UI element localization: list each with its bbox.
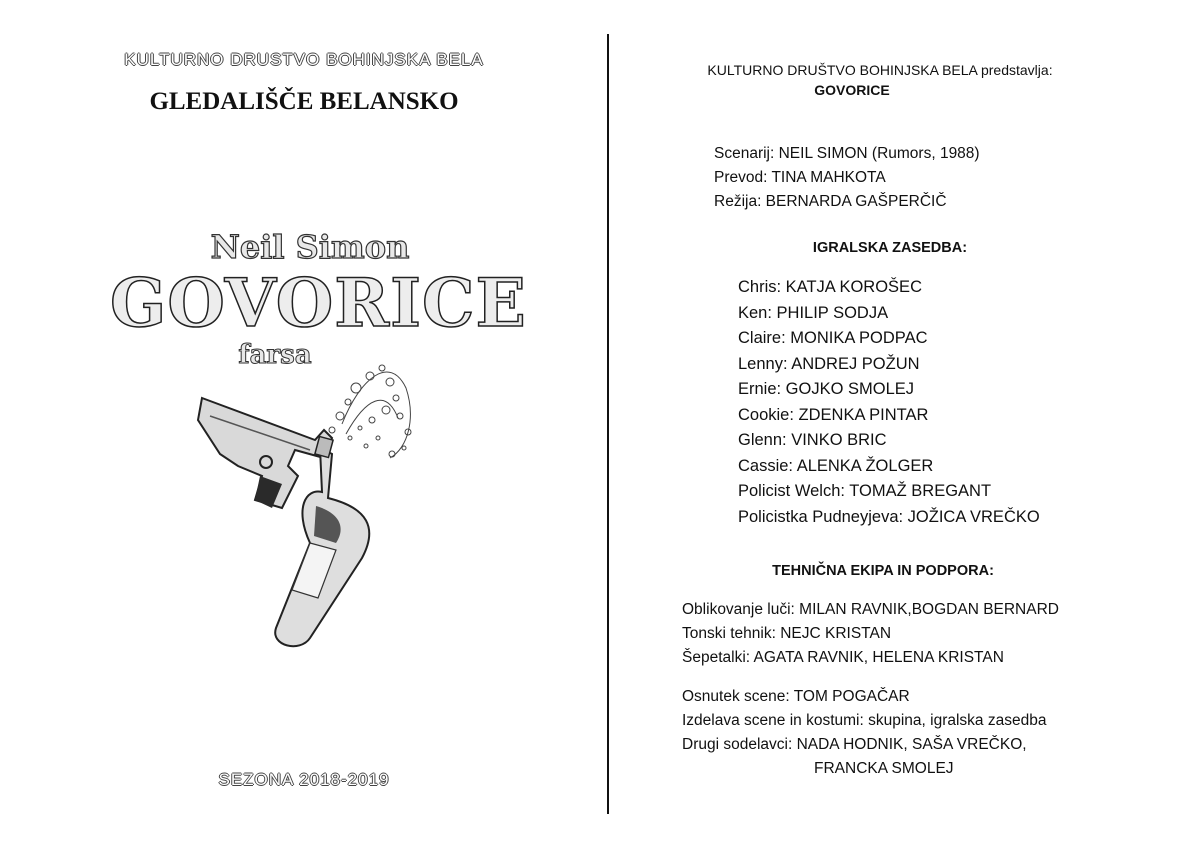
crew-item: Oblikovanje luči: MILAN RAVNIK,BOGDAN BERNARD: [682, 601, 1059, 618]
credit-item: Prevod: TINA MAHKOTA: [714, 169, 886, 186]
program-header: [610, 60, 1150, 100]
cast-item: Chris: KATJA KOROŠEC: [738, 278, 922, 296]
crew-item-continuation: FRANCKA SMOLEJ: [814, 760, 954, 777]
credit-item: Režija: BERNARDA GAŠPERČIČ: [714, 193, 947, 210]
program-title: GOVORICE: [814, 82, 890, 98]
crew-heading: TEHNIČNA EKIPA IN PODPORA:: [772, 563, 994, 579]
presenter-line: KULTURNO DRUŠTVO BOHINJSKA BELA predstavlja:: [707, 62, 1053, 78]
crew-list: [682, 598, 1059, 670]
crew-list-secondary: [682, 685, 1046, 781]
champagne-spray: [329, 365, 411, 458]
pistol-icon: [198, 398, 332, 508]
cast-item: Ernie: GOJKO SMOLEJ: [738, 380, 915, 398]
cast-item: Glenn: VINKO BRIC: [738, 431, 887, 449]
cast-item: Policist Welch: TOMAŽ BREGANT: [738, 482, 992, 500]
poster-artwork: [110, 228, 527, 648]
cast-item: Policistka Pudneyjeva: JOŽICA VREČKO: [738, 507, 1040, 526]
cast-item: Lenny: ANDREJ POŽUN: [738, 354, 920, 373]
credits-list: [714, 142, 980, 214]
credit-item: Scenarij: NEIL SIMON (Rumors, 1988): [714, 145, 980, 162]
crew-item: Drugi sodelavci: NADA HODNIK, SAŠA VREČKO,: [682, 736, 1027, 753]
season-label: SEZONA 2018-2019: [218, 770, 390, 789]
right-page: [610, 0, 1200, 848]
cast-item: Cassie: ALENKA ŽOLGER: [738, 456, 934, 475]
crew-item: Osnutek scene: TOM POGAČAR: [682, 688, 910, 705]
cast-list: [738, 275, 1040, 530]
society-name: KULTURNO DRUSTVO BOHINJSKA BELA: [124, 50, 484, 69]
poster-genre: farsa: [238, 340, 312, 370]
page-divider: [607, 34, 609, 814]
crew-item: Izdelava scene in kostumi: skupina, igralska zasedba: [682, 712, 1047, 729]
crew-item: Šepetalki: AGATA RAVNIK, HELENA KRISTAN: [682, 649, 1004, 666]
cast-heading: IGRALSKA ZASEDBA:: [812, 240, 968, 256]
poster-title: GOVORICE: [110, 264, 527, 342]
cast-item: Claire: MONIKA PODPAC: [738, 329, 928, 347]
crew-item: Tonski tehnik: NEJC KRISTAN: [682, 625, 892, 642]
gun-champagne-illustration: [110, 358, 510, 648]
poster-author: Neil Simon: [210, 228, 410, 266]
theatre-name: GLEDALIŠČE BELANSKO: [149, 88, 459, 115]
cast-item: Ken: PHILIP SODJA: [738, 303, 889, 322]
cast-item: Cookie: ZDENKA PINTAR: [738, 405, 929, 424]
